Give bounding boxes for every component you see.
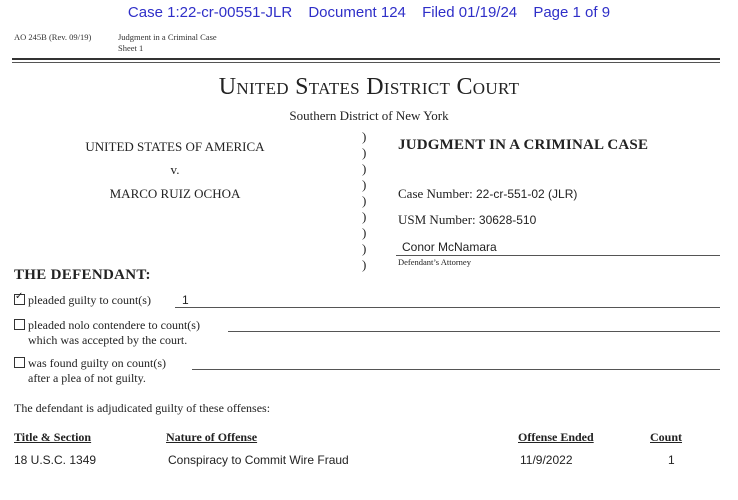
stamp-document: Document 124	[308, 4, 406, 21]
case-number-value: 22-cr-551-02 (JLR)	[475, 187, 578, 201]
usm-number-value: 30628-510	[478, 213, 537, 227]
found-guilty-option[interactable]	[14, 356, 166, 371]
header-rule-thin	[12, 62, 720, 63]
judgment-title: JUDGMENT IN A CRIMINAL CASE	[398, 137, 649, 153]
table-row-title-section: 18 U.S.C. 1349	[14, 453, 97, 467]
plea-nolo-label: pleaded nolo contendere to count(s)	[28, 318, 200, 332]
found-guilty-checkbox[interactable]	[14, 357, 25, 368]
header-offense-ended: Offense Ended	[518, 430, 594, 444]
versus: v.	[170, 162, 180, 177]
header-rule	[12, 58, 720, 60]
table-row-nature: Conspiracy to Commit Wire Fraud	[168, 453, 349, 467]
header-nature-offense: Nature of Offense	[166, 430, 258, 444]
plea-nolo-sub: which was accepted by the court.	[28, 333, 188, 347]
check-icon: ✓	[15, 291, 24, 302]
defendant-name: MARCO RUIZ OCHOA	[109, 186, 241, 201]
filing-stamp	[0, 4, 738, 21]
usm-number-field	[398, 212, 536, 228]
plea-nolo-option[interactable]	[14, 318, 200, 333]
table-row-count: 1	[668, 453, 675, 467]
plea-guilty-checkbox[interactable]	[14, 291, 25, 305]
plea-guilty-line	[175, 307, 720, 308]
header-title-section: Title & Section	[14, 430, 92, 444]
found-guilty-label: was found guilty on count(s)	[28, 356, 166, 370]
form-id: AO 245B (Rev. 09/19)	[14, 32, 92, 42]
header-count: Count	[650, 430, 683, 444]
form-sheet: Sheet 1	[118, 43, 144, 53]
stamp-page: Page 1 of 9	[533, 4, 611, 21]
found-guilty-line	[192, 369, 720, 370]
usm-number-label: USM Number:	[398, 212, 476, 227]
attorney-line	[396, 255, 720, 256]
plea-guilty-option[interactable]	[14, 293, 151, 308]
plea-nolo-checkbox[interactable]	[14, 319, 25, 330]
table-row-ended: 11/9/2022	[520, 453, 573, 467]
case-number-label: Case Number:	[398, 186, 473, 201]
district-name: Southern District of New York	[289, 108, 449, 123]
defendant-section-title: THE DEFENDANT:	[14, 267, 151, 283]
attorney-name: Conor McNamara	[402, 240, 497, 254]
plea-nolo-line	[228, 331, 720, 332]
court-title: United States District Court	[218, 74, 520, 100]
stamp-case: Case 1:22-cr-00551-JLR	[127, 4, 293, 21]
form-title: Judgment in a Criminal Case	[118, 32, 217, 42]
plaintiff-name: UNITED STATES OF AMERICA	[85, 139, 265, 154]
found-guilty-sub: after a plea of not guilty.	[28, 371, 146, 385]
case-number-field	[398, 186, 577, 202]
caption-divider: ) ) ) ) ) ) ) ) )	[362, 129, 367, 272]
plea-guilty-counts: 1	[182, 293, 189, 307]
stamp-filed: Filed 01/19/24	[422, 4, 518, 21]
attorney-label: Defendant’s Attorney	[398, 257, 471, 267]
plea-guilty-label: pleaded guilty to count(s)	[28, 293, 151, 307]
adjudicated-statement: The defendant is adjudicated guilty of these offenses:	[14, 401, 271, 415]
